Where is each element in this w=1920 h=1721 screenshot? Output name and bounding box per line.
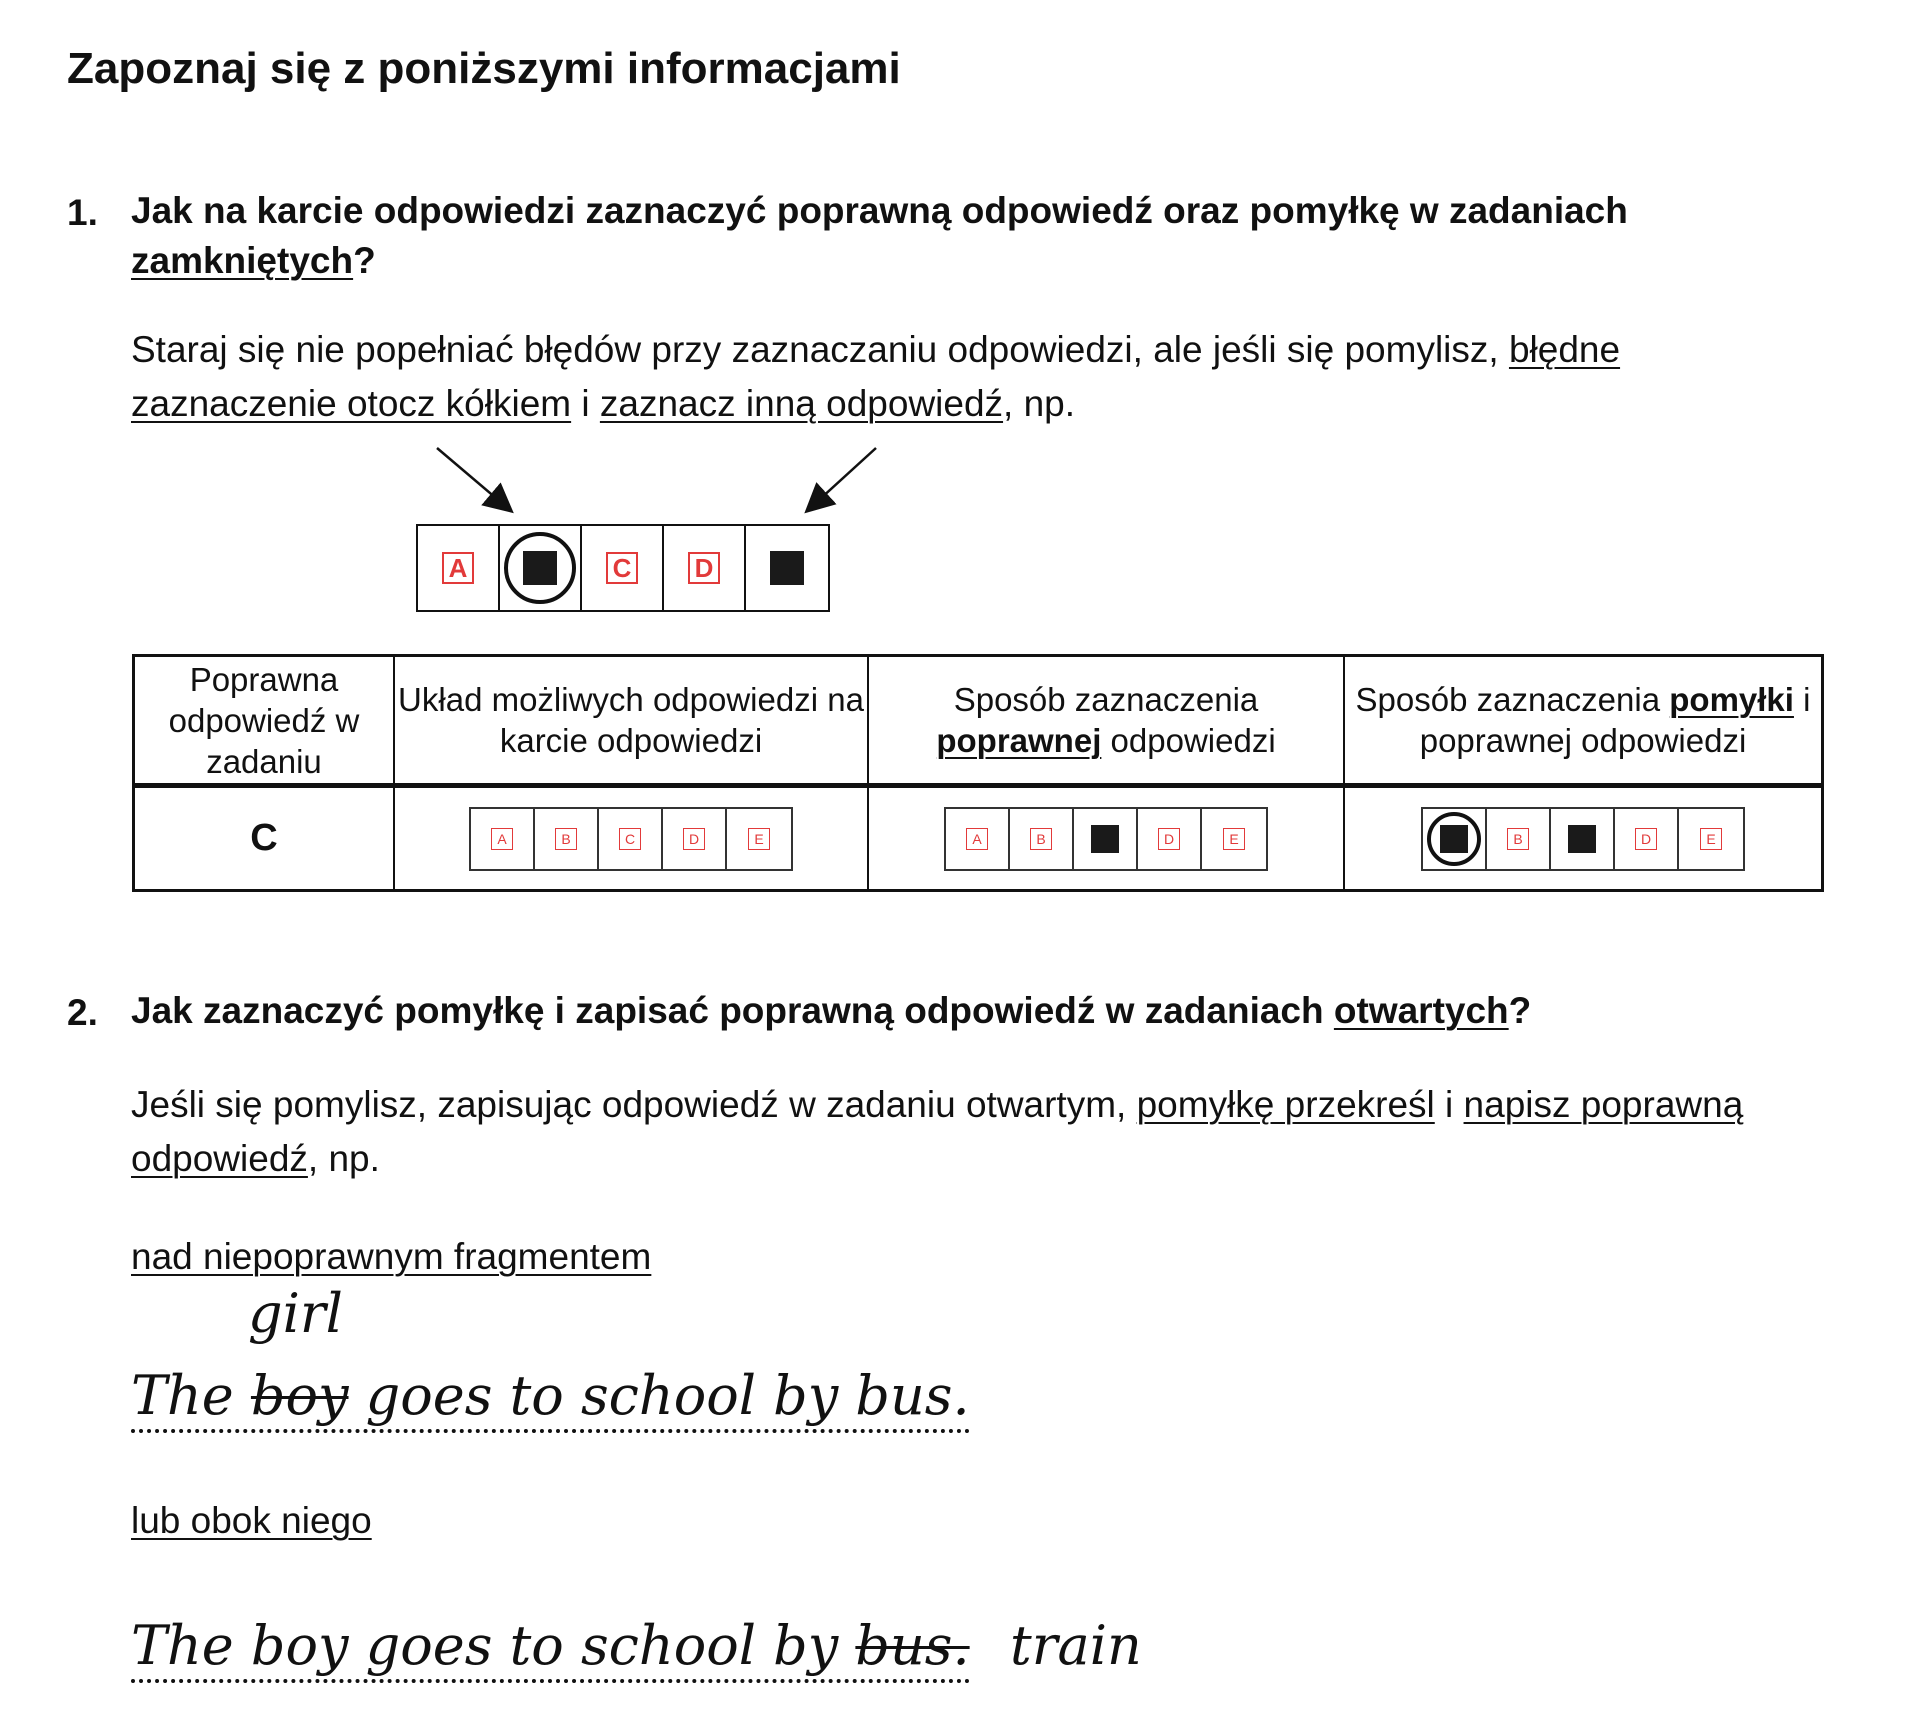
correct-cell-d	[1138, 809, 1202, 869]
q2-text-a: Jak zaznaczyć pomyłkę i zapisać poprawną odpowiedź w zadaniach	[131, 990, 1334, 1031]
header-correct-marking	[868, 656, 1344, 786]
header-4-b: pomyłki	[1669, 681, 1794, 718]
layout-letter-a: A	[491, 828, 513, 850]
q1-para-c: i	[571, 383, 600, 424]
example-circle-mark	[504, 532, 576, 604]
correct-letter-e: E	[1223, 828, 1245, 850]
correct-cell-filled	[1074, 809, 1138, 869]
example-cell-d	[664, 526, 746, 610]
q2-text-b: otwartych	[1333, 990, 1509, 1031]
question-2-heading	[131, 986, 1831, 1036]
correct-letter-a: A	[966, 828, 988, 850]
q2-text-c: ?	[1508, 990, 1532, 1031]
q2-para-e: , np.	[307, 1138, 380, 1179]
page-title: Zapoznaj się z poniższymi informacjami	[67, 44, 901, 93]
q1-para-a: Staraj się nie popełniać błędów przy zaznaczaniu odpowiedzi, ale jeśli się pomylisz,	[131, 329, 1509, 370]
layout-cell-b	[535, 809, 599, 869]
header-4-a: Sposób zaznaczenia	[1355, 681, 1670, 718]
arrow-left	[437, 448, 510, 510]
answer-letter: C	[250, 817, 278, 859]
mistake-circle-mark	[1427, 812, 1481, 866]
correct-cell-a	[946, 809, 1010, 869]
mistake-letter-e: E	[1700, 828, 1722, 850]
handwritten-correction-train: train	[1010, 1614, 1142, 1677]
mistake-marking-card	[1421, 807, 1745, 871]
example-cell-filled	[746, 526, 828, 610]
ex2-struck-word: bus.	[855, 1614, 970, 1677]
layout-letter-d: D	[683, 828, 705, 850]
header-4-c: i poprawnej odpowiedzi	[1419, 681, 1811, 759]
q1-para-d: zaznacz inną odpowiedź	[599, 383, 1004, 424]
ex1-struck-word: boy	[250, 1364, 349, 1427]
handwritten-example-1	[131, 1364, 970, 1433]
layout-cell-e	[727, 809, 791, 869]
label-above-fragment: nad niepoprawnym fragmentem	[131, 1236, 652, 1277]
ex2-part-a: The boy goes to school by	[131, 1614, 856, 1677]
mistake-cell-d	[1615, 809, 1679, 869]
question-2-number: 2.	[67, 992, 98, 1033]
table-header-row	[134, 656, 1823, 786]
layout-cell-d	[663, 809, 727, 869]
header-layout: Układ możliwych odpowiedzi na karcie odpowiedzi	[394, 656, 868, 786]
handwritten-correction-girl: girl	[248, 1282, 343, 1345]
ex1-part-c: goes to school by bus.	[348, 1364, 970, 1427]
answer-cell	[134, 786, 395, 891]
q1-para-b: błędne zaznaczenie otocz kółkiem	[131, 329, 1621, 424]
correct-letter-b: B	[1030, 828, 1052, 850]
table-row	[134, 786, 1823, 891]
example-letter-c: C	[606, 552, 638, 584]
q1-text-b: zamkniętych	[131, 240, 354, 281]
q2-para-d: napisz poprawną odpowiedź	[131, 1084, 1744, 1179]
mistake-cell-b	[1487, 809, 1551, 869]
layout-card	[469, 807, 793, 871]
layout-letter-e: E	[748, 828, 770, 850]
correct-marking-cell	[868, 786, 1344, 891]
layout-letter-b: B	[555, 828, 577, 850]
header-3-b: poprawnej	[936, 722, 1102, 759]
label-beside-fragment: lub obok niego	[131, 1500, 372, 1541]
q1-text-a: Jak na karcie odpowiedzi zaznaczyć poprawną odpowiedź oraz pomyłkę w zadaniach	[131, 190, 1628, 231]
example-cell-circled	[500, 526, 582, 610]
layout-cell-a	[471, 809, 535, 869]
mistake-marking-cell	[1344, 786, 1823, 891]
q2-para-c: i	[1434, 1084, 1464, 1125]
q1-text-c: ?	[353, 240, 376, 281]
layout-letter-c: C	[619, 828, 641, 850]
mistake-correct-filled-box	[1568, 825, 1596, 853]
q2-para-a: Jeśli się pomylisz, zapisując odpowiedź w zadaniu otwartym,	[131, 1084, 1137, 1125]
example-cell-c	[582, 526, 664, 610]
header-3-a: Sposób zaznaczenia	[953, 681, 1259, 718]
example-cell-a	[418, 526, 500, 610]
mistake-cell-circled	[1423, 809, 1487, 869]
correct-marking-card	[944, 807, 1268, 871]
header-correct-answer: Poprawna odpowiedź w zadaniu	[134, 656, 395, 786]
example-answer-card	[416, 524, 830, 612]
correct-filled-box	[1091, 825, 1119, 853]
question-1-number: 1.	[67, 192, 98, 233]
layout-cell-c	[599, 809, 663, 869]
correct-cell-b	[1010, 809, 1074, 869]
handwritten-example-2	[131, 1614, 970, 1683]
correct-cell-e	[1202, 809, 1266, 869]
correct-letter-d: D	[1158, 828, 1180, 850]
question-2-instructions	[131, 1078, 1831, 1186]
q2-para-b: pomyłkę przekreśl	[1136, 1084, 1435, 1125]
mistake-cell-filled	[1551, 809, 1615, 869]
arrow-right	[808, 448, 876, 510]
mistake-letter-b: B	[1507, 828, 1529, 850]
header-3-c: odpowiedzi	[1101, 722, 1276, 759]
q1-para-e: , np.	[1003, 383, 1076, 424]
ex1-part-a: The	[131, 1364, 251, 1427]
marking-rules-table	[132, 654, 1824, 892]
example-letter-a: A	[442, 552, 474, 584]
mistake-letter-d: D	[1635, 828, 1657, 850]
example-filled-box-2	[770, 551, 804, 585]
example-letter-d: D	[688, 552, 720, 584]
header-mistake-marking	[1344, 656, 1823, 786]
mistake-cell-e	[1679, 809, 1743, 869]
layout-cell	[394, 786, 868, 891]
